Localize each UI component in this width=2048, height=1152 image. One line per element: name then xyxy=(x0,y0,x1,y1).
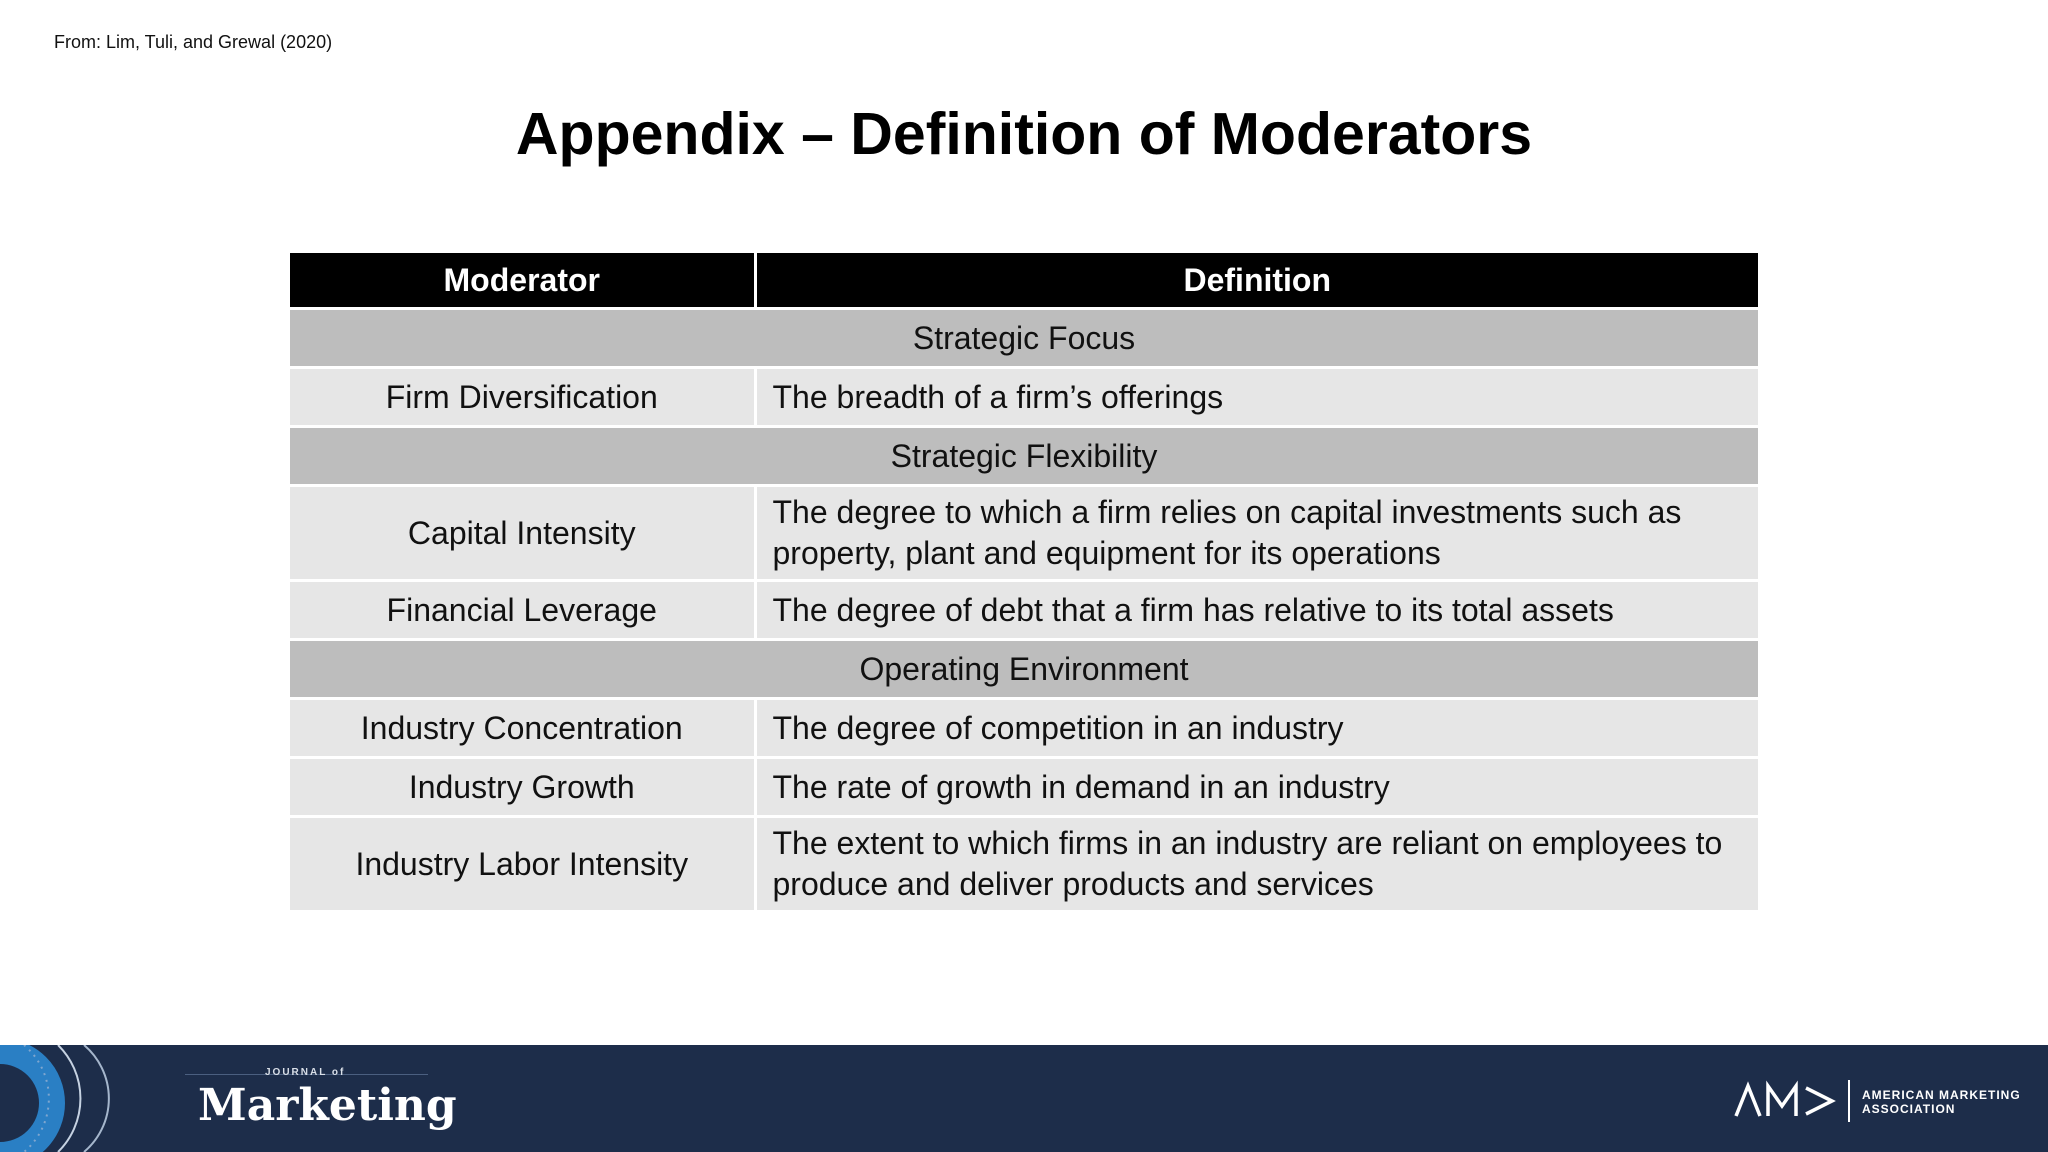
definition-cell: The degree of competition in an industry xyxy=(755,699,1758,758)
definition-cell: The extent to which firms in an industry are reliant on employees to produce and deliver products and services xyxy=(755,817,1758,911)
definition-cell: The degree of debt that a firm has relative to its total assets xyxy=(755,581,1758,640)
section-label: Operating Environment xyxy=(290,640,1758,699)
table-row xyxy=(290,581,1758,640)
section-row xyxy=(290,427,1758,486)
table-header-row xyxy=(290,253,1758,309)
moderators-table xyxy=(290,253,1758,910)
journal-logo-name: Marketing xyxy=(198,1080,457,1131)
table-row xyxy=(290,368,1758,427)
moderator-cell: Capital Intensity xyxy=(290,486,755,581)
moderator-cell: Industry Concentration xyxy=(290,699,755,758)
definition-cell: The rate of growth in demand in an industry xyxy=(755,758,1758,817)
ama-logo-name-line2: ASSOCIATION xyxy=(1862,1102,1956,1116)
ama-logo-divider xyxy=(1848,1080,1850,1122)
table-row xyxy=(290,699,1758,758)
source-citation: From: Lim, Tuli, and Grewal (2020) xyxy=(54,32,333,52)
definition-cell: The breadth of a firm’s offerings xyxy=(755,368,1758,427)
moderator-cell: Industry Growth xyxy=(290,758,755,817)
table-row xyxy=(290,817,1758,911)
slide-title: Appendix – Definition of Moderators xyxy=(515,101,1533,167)
ama-logo-name-line1: AMERICAN MARKETING xyxy=(1862,1088,2021,1102)
moderator-cell: Industry Labor Intensity xyxy=(290,817,755,911)
section-row xyxy=(290,640,1758,699)
table-row xyxy=(290,486,1758,581)
column-header-moderator: Moderator xyxy=(290,253,755,309)
ama-logo-mark xyxy=(1734,1080,1840,1122)
journal-arc-graphic xyxy=(0,1045,160,1152)
definition-cell: The degree to which a firm relies on capital investments such as property, plant and equipment for its operations xyxy=(755,486,1758,581)
ama-logo-name xyxy=(1862,1088,2021,1116)
moderator-cell: Firm Diversification xyxy=(290,368,755,427)
section-label: Strategic Flexibility xyxy=(290,427,1758,486)
moderator-cell: Financial Leverage xyxy=(290,581,755,640)
table-row xyxy=(290,758,1758,817)
journal-logo-kicker: JOURNAL of xyxy=(265,1067,346,1078)
column-header-definition: Definition xyxy=(755,253,1758,309)
section-label: Strategic Focus xyxy=(290,309,1758,368)
section-row xyxy=(290,309,1758,368)
